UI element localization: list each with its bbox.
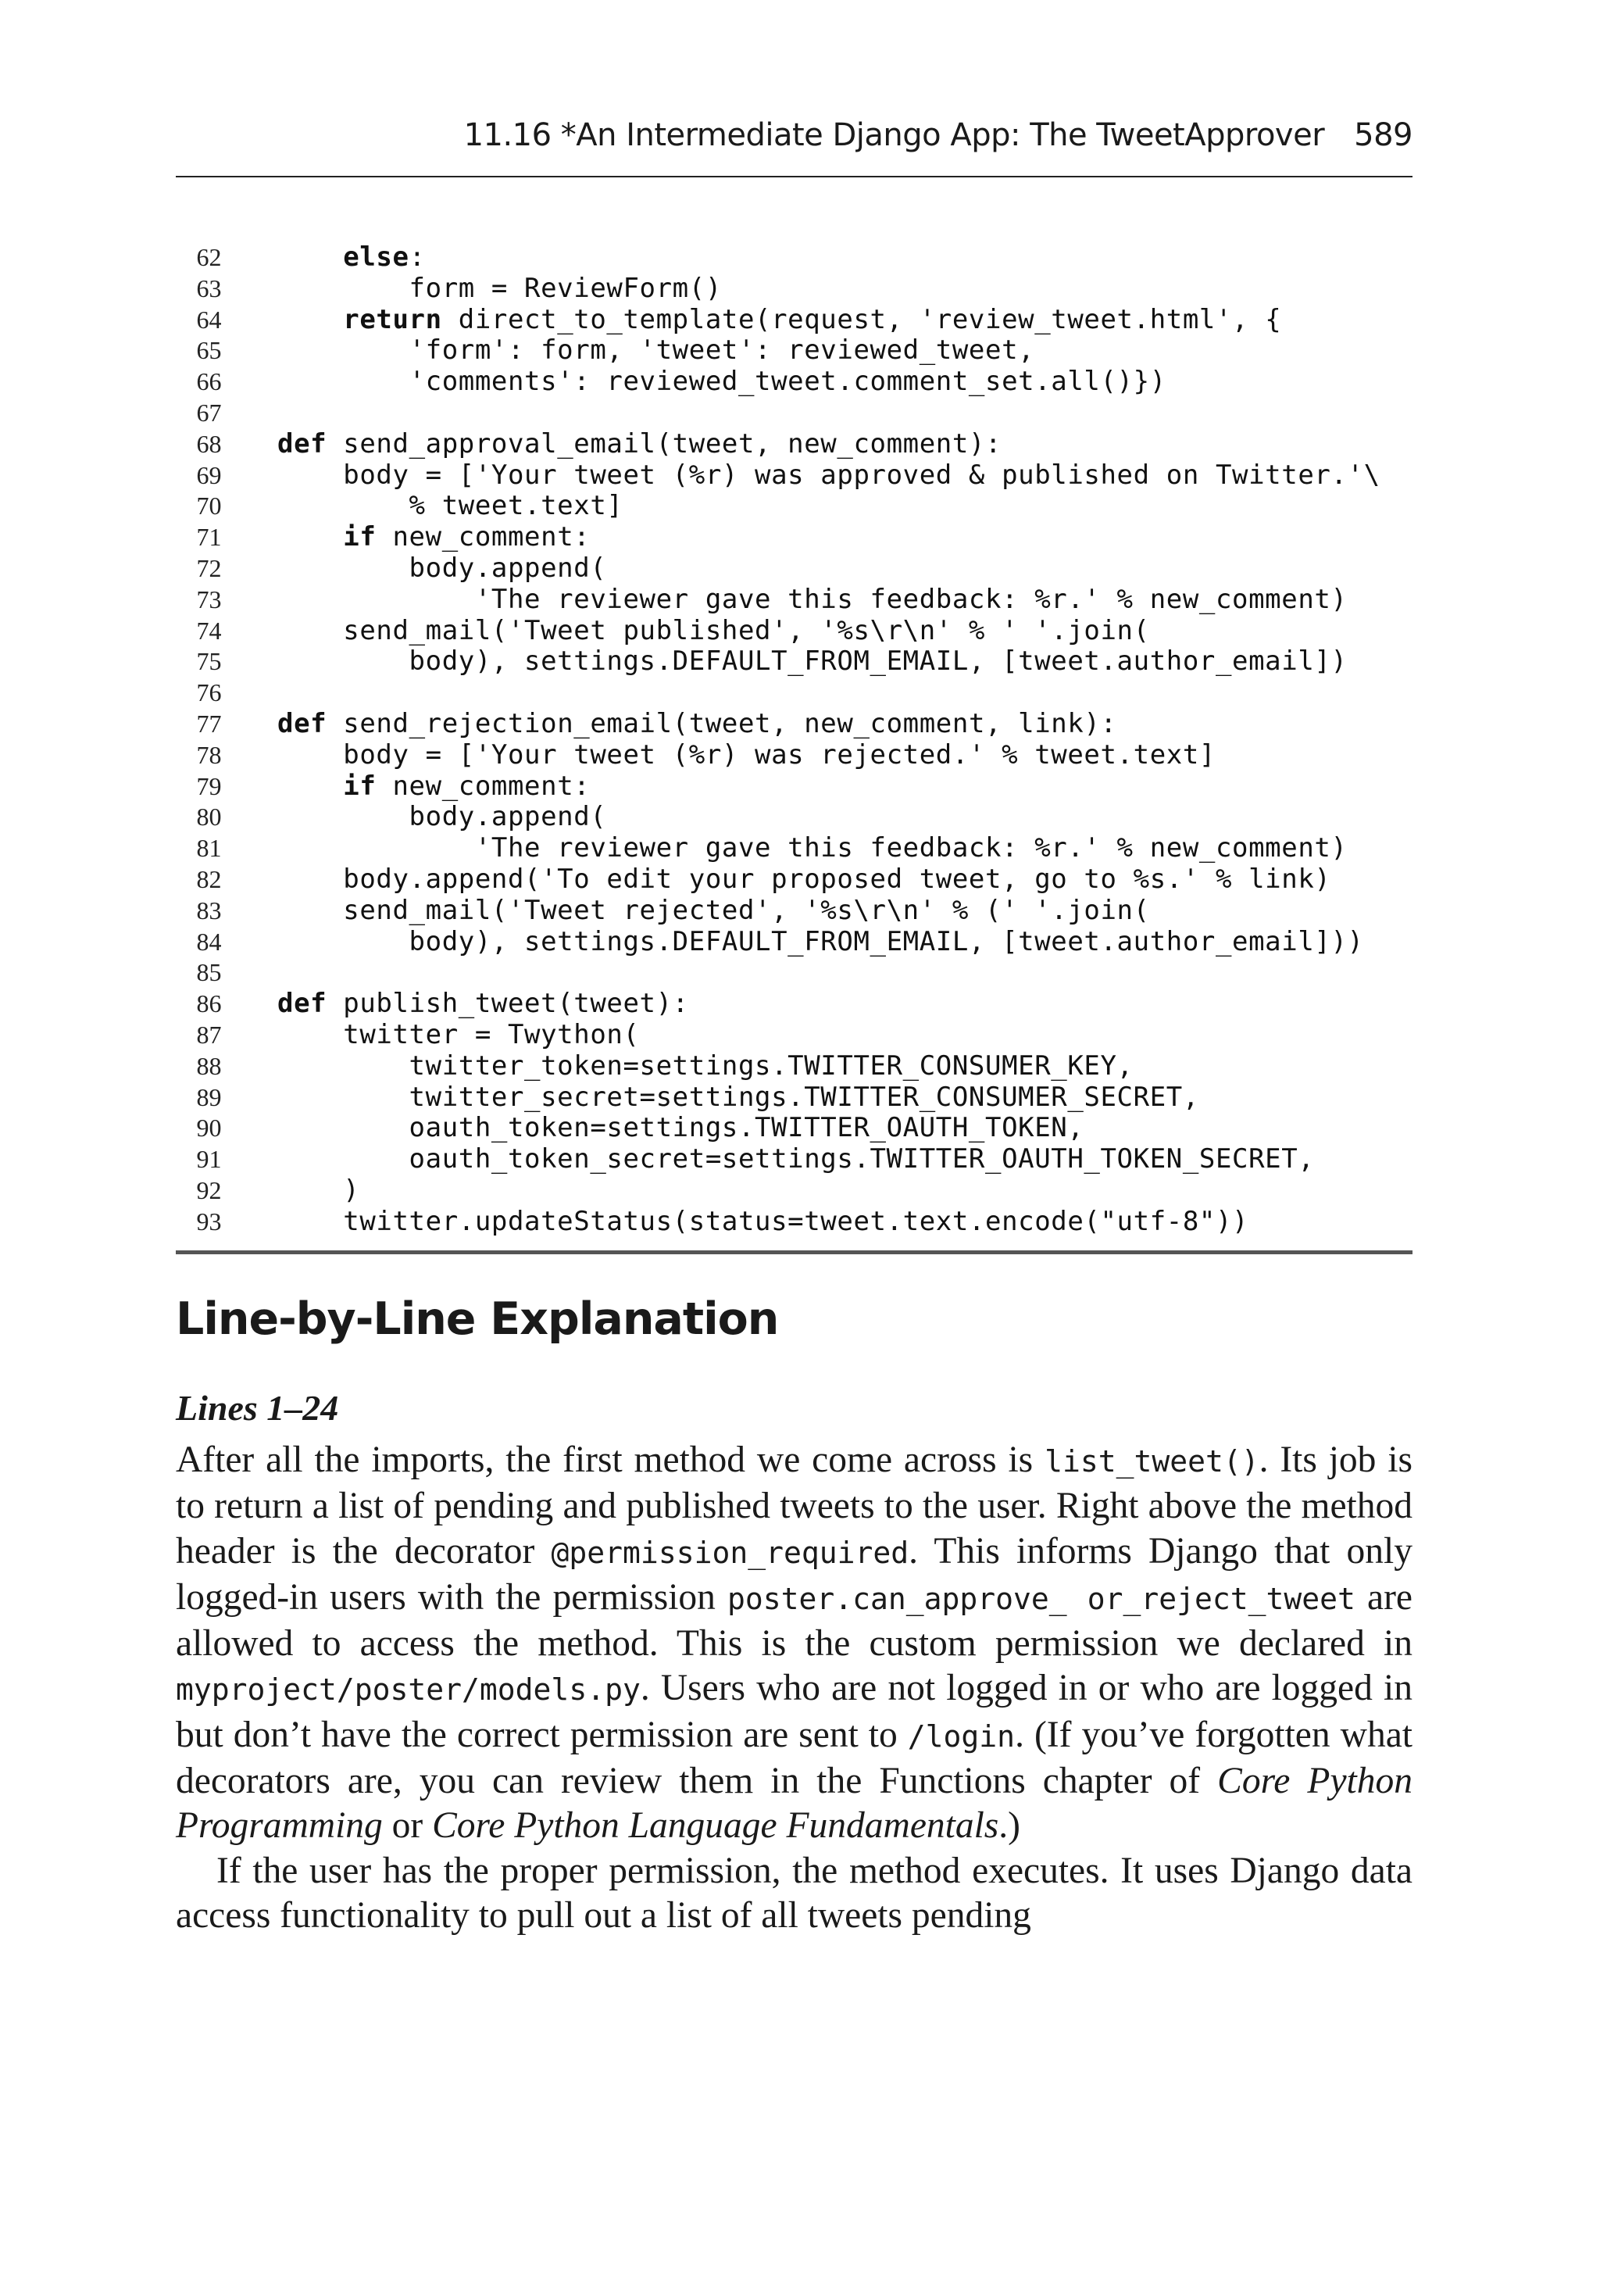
code-line (176, 678, 1412, 709)
header-rule (176, 176, 1412, 177)
code-text: twitter = Twython( (277, 1018, 640, 1050)
line-number: 64 (196, 305, 222, 334)
code-line (176, 585, 1412, 616)
line-number: 78 (196, 740, 222, 769)
code-listing-rule (176, 1250, 1412, 1254)
code-line (176, 833, 1412, 864)
code-line (176, 864, 1412, 896)
code-line (176, 491, 1412, 522)
line-number: 76 (196, 678, 222, 707)
code-listing (176, 242, 1412, 1238)
line-number: 81 (196, 834, 222, 863)
text-run: . Its job is to return a list of pending and published tweets to the user. Right above the method header is the decorator (176, 1439, 1412, 1572)
code-text: def send_approval_email(tweet, new_comment): (277, 427, 1002, 460)
code-line (176, 957, 1412, 989)
text-run: .) (998, 1805, 1020, 1847)
line-number: 69 (196, 460, 222, 489)
text-run: . Users who are not logged in or who are logged in but don’t have the correct permission are sent to (176, 1668, 1412, 1755)
code-text: def send_rejection_email(tweet, new_comment, link): (277, 707, 1117, 739)
line-number: 66 (196, 367, 222, 396)
line-number: 72 (196, 553, 222, 582)
code-text: if new_comment: (343, 521, 591, 553)
code-line (176, 367, 1412, 398)
line-number: 83 (196, 896, 222, 924)
line-number: 86 (196, 989, 222, 1018)
code-text: body), settings.DEFAULT_FROM_EMAIL, [tweet.author_email]) (277, 646, 1348, 678)
line-number: 74 (196, 616, 222, 645)
line-number: 84 (196, 927, 222, 956)
line-number: 75 (196, 647, 222, 676)
code-line (176, 522, 1412, 553)
code-line (176, 709, 1412, 740)
code-line (176, 1051, 1412, 1082)
code-line (176, 771, 1412, 803)
line-number: 87 (196, 1020, 222, 1049)
book-title: Core Python Programming (176, 1761, 1412, 1847)
code-text: else: (343, 241, 426, 273)
book-title: Core Python Language Fundamentals (432, 1805, 999, 1847)
code-line (176, 927, 1412, 958)
code-line (176, 896, 1412, 927)
line-number: 85 (196, 958, 222, 987)
text-run: are allowed to access the method. This is the custom permission we declared in (176, 1576, 1412, 1665)
code-text: twitter_token=settings.TWITTER_CONSUMER_KEY, (277, 1050, 1134, 1082)
code-line (176, 802, 1412, 833)
code-text: send_mail('Tweet published', '%s\r\n' % ' '.join( (277, 614, 1150, 646)
code-line (176, 740, 1412, 771)
line-number: 90 (196, 1114, 222, 1143)
code-text: oauth_token=settings.TWITTER_OAUTH_TOKEN, (277, 1112, 1084, 1144)
code-line (176, 335, 1412, 367)
inline-code: list_tweet() (1045, 1444, 1259, 1479)
code-text: 'The reviewer gave this feedback: %r.' % new_comment) (277, 832, 1348, 864)
line-number: 89 (196, 1082, 222, 1111)
text-run: After all the imports, the first method we come across is (176, 1439, 1045, 1480)
code-line (176, 1144, 1412, 1175)
code-text: body.append( (277, 801, 607, 833)
inline-code: @permission_required (551, 1535, 909, 1570)
line-number: 82 (196, 864, 222, 893)
paragraph-1 (176, 1438, 1412, 1849)
code-text: def publish_tweet(tweet): (277, 988, 689, 1020)
inline-code: /login (907, 1718, 1016, 1754)
line-number: 93 (196, 1207, 222, 1236)
inline-code: myproject/poster/models.py (176, 1672, 641, 1708)
code-line (176, 429, 1412, 460)
code-line (176, 1020, 1412, 1051)
code-text: form = ReviewForm() (277, 272, 722, 304)
code-line (176, 1175, 1412, 1207)
code-text: 'form': form, 'tweet': reviewed_tweet, (277, 334, 1035, 367)
line-number: 92 (196, 1175, 222, 1204)
code-line (176, 1082, 1412, 1114)
code-line (176, 398, 1412, 429)
line-number: 80 (196, 803, 222, 831)
code-line (176, 616, 1412, 647)
line-number: 67 (196, 398, 222, 427)
code-text: return direct_to_template(request, 'review_tweet.html', { (343, 303, 1282, 335)
code-line (176, 274, 1412, 305)
line-number: 73 (196, 585, 222, 613)
section-heading: Line-by-Line Explanation (176, 1293, 779, 1345)
line-number: 63 (196, 274, 222, 302)
inline-code: poster.can_approve_ or_reject_tweet (727, 1581, 1355, 1616)
code-text: if new_comment: (343, 770, 591, 802)
page-number: 589 (1354, 117, 1412, 153)
code-text: oauth_token_secret=settings.TWITTER_OAUTH_TOKEN_SECRET, (277, 1143, 1315, 1175)
line-number: 65 (196, 336, 222, 365)
running-header (176, 117, 1412, 153)
code-line (176, 553, 1412, 585)
code-text: % tweet.text] (277, 490, 623, 522)
code-line (176, 460, 1412, 492)
code-text: body = ['Your tweet (%r) was approved & published on Twitter.'\ (277, 459, 1380, 491)
code-line (176, 1207, 1412, 1238)
body-text (176, 1438, 1412, 1938)
code-text: body.append('To edit your proposed tweet, go to %s.' % link) (277, 863, 1331, 895)
code-text: body.append( (277, 552, 607, 584)
code-line (176, 305, 1412, 336)
code-text: send_mail('Tweet rejected', '%s\r\n' % (' '.join( (277, 894, 1150, 926)
line-number: 91 (196, 1145, 222, 1174)
paragraph-2: If the user has the proper permission, the method executes. It uses Django data access functionality to pull out a list of all tweets pending (176, 1850, 1412, 1936)
code-text: body = ['Your tweet (%r) was rejected.' % tweet.text] (277, 739, 1216, 771)
running-title: 11.16 *An Intermediate Django App: The TweetApprover (463, 117, 1325, 153)
code-text: twitter.updateStatus(status=tweet.text.encode("utf-8")) (277, 1205, 1249, 1237)
text-run: . This informs Django that only logged-in users with the permission (176, 1530, 1412, 1618)
subsection-heading: Lines 1–24 (176, 1388, 339, 1428)
line-number: 77 (196, 709, 222, 738)
code-text: ) (277, 1174, 360, 1206)
line-number: 88 (196, 1051, 222, 1080)
line-number: 68 (196, 429, 222, 458)
line-number: 62 (196, 243, 222, 271)
code-text: 'The reviewer gave this feedback: %r.' % new_comment) (277, 583, 1348, 615)
code-text: body), settings.DEFAULT_FROM_EMAIL, [tweet.author_email])) (277, 925, 1364, 957)
text-run: . (If you’ve forgotten what decorators are, you can review them in the Functions chapter of (176, 1714, 1412, 1802)
text-run: or (382, 1805, 433, 1847)
line-number: 71 (196, 523, 222, 552)
line-number: 79 (196, 771, 222, 800)
code-text: 'comments': reviewed_tweet.comment_set.all()}) (277, 366, 1166, 398)
code-text: twitter_secret=settings.TWITTER_CONSUMER_SECRET, (277, 1081, 1199, 1113)
code-line (176, 242, 1412, 274)
code-line (176, 989, 1412, 1020)
code-line (176, 646, 1412, 678)
line-number: 70 (196, 492, 222, 520)
code-line (176, 1113, 1412, 1144)
